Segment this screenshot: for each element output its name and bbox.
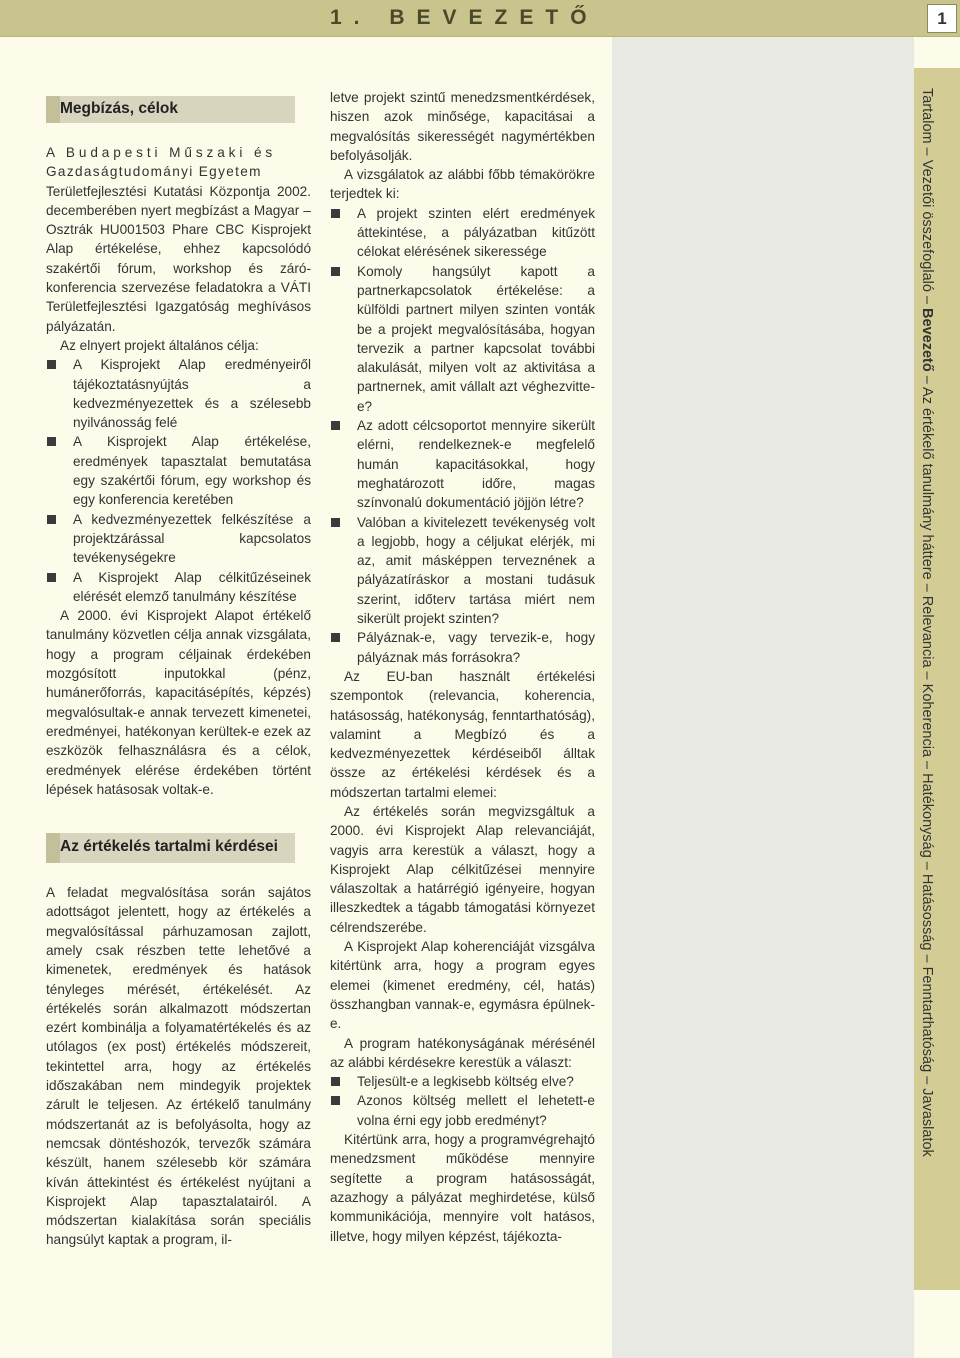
- list-item: A projekt szinten elért eredmények áttekintése, a pályázatban kitűzött célokat elérésének sikeressége: [330, 204, 595, 262]
- list-item: Pályáznak-e, vagy tervezik-e, hogy pályáznak más forrásokra?: [330, 628, 595, 667]
- list-item: Az adott célcsoportot mennyire sikerült elérni, rendelkeznek-e megfelelő humán kapacitásokkal, hogy meghatározott időre, magas színvonalú dokumentáció jöjjön létre?: [330, 416, 595, 512]
- paragraph-relevance: Az értékelés során megvizsgáltuk a 2000. évi Kisprojekt Alap relevanciáját, vagyis arra kerestük a választ, hogy a Kisprojekt Alap célkitűzései mennyire válaszoltak a határrégió igényeire, hogyan illeszkedtek a tágabb támogatási környezet célrendszerébe.: [330, 803, 595, 935]
- list-item: Valóban a kivitelezett tevékenység volt a legjobb, hogy a céljukat elérjék, mi az, amit másképpen terveznének a pályázatíráskor a mostani tudásuk szerint, időterv tartása miért nem sikerült projekt szinten?: [330, 513, 595, 629]
- list-item: A kedvezményezettek felkészítése a projektzárással kapcsolatos tevékenységekre: [46, 510, 311, 568]
- paragraph-efficiency: A program hatékonyságának mérésénél az alábbi kérdésekre kerestük a választ:: [330, 1035, 595, 1070]
- goals-intro: Az elnyert projekt általános célja:: [60, 337, 259, 353]
- paragraph-final: Kitértünk arra, hogy a programvégrehajtó menedzsment működése mennyire segítette a program hatásosságát, azazhogy a pályázat meghirdetése, külső kommunikációja, mennyire volt hatásos, illetve, hogy milyen képzést, tájékozta-: [330, 1132, 595, 1244]
- paragraph-coherence: A Kisprojekt Alap koherenciáját vizsgálva kitértünk arra, hogy a program egyes elemei (kimenet eredmény, cél, hatás) összhangban vannak-e, egymásra épülnek-e.: [330, 939, 595, 1032]
- nav-text-before[interactable]: Tartalom – Vezetői összefoglaló –: [919, 88, 935, 309]
- list-item: A Kisprojekt Alap célkitűzéseinek elérését elemző tanulmány készítése: [46, 568, 311, 607]
- list-item: Azonos költség mellett el lehetett-e volna érni egy jobb eredményt?: [330, 1091, 595, 1130]
- list-item: A Kisprojekt Alap eredményeiről tájékoztatásnyújtás a kedvezményezettek és a szélesebb nyilvánosság felé: [46, 355, 311, 432]
- chapter-title: 1. BEVEZETŐ: [330, 6, 599, 29]
- goals-list: [46, 355, 311, 606]
- nav-current-chapter[interactable]: Bevezető: [919, 308, 935, 372]
- intro-line-1: A Budapesti Műszaki és: [46, 145, 277, 160]
- nav-text-after[interactable]: – Az értékelő tanulmány háttere – Relevancia – Koherencia – Hatékonyság – Hatásosság – Fenntarthatóság – Javaslatok: [919, 371, 935, 1157]
- left-column: [46, 96, 311, 1250]
- section-heading-evaluation-questions: Az értékelés tartalmi kérdései: [46, 833, 295, 863]
- paragraph-eu-criteria: Az EU-ban használt értékelési szempontok (relevancia, koherencia, hatásosság, hatékonyság, fenntarthatóság), valamint a Megbízó és a kedvezményezettek kérdéseiből álltak össze az értékelési kérdések és a módszertan tartalmi elemei:: [330, 668, 595, 800]
- questions-list: [330, 1072, 595, 1130]
- chapter-navigation: [917, 88, 937, 1278]
- right-column: [330, 88, 595, 1246]
- page-header: [0, 0, 960, 37]
- paragraph-continued: letve projekt szintű menedzsmentkérdések, hiszen azok minősége, kapacitásai a megvalósítás sikerességét nagymértékben befolyásolják.: [330, 90, 595, 163]
- paragraph-2000-study: A 2000. évi Kisprojekt Alapot értékelő tanulmány közvetlen célja annak vizsgálata, hogy a program céljainak érdekében mozgósított inputokkal (pénz, humánerőforrás, kapacitásépítés, képzés) megvalósultak-e annak tervezett kimenetei, eredményei, hatékonyan kerültek-e ezek az eszközök felhasználásra és a célok, eredmények elérése érdekében történt lépések hatásosak voltak-e.: [46, 608, 311, 797]
- list-item: Teljesült-e a legkisebb költség elve?: [330, 1072, 595, 1091]
- intro-line-2: Gazdaságtudományi Egyetem: [46, 164, 262, 180]
- topics-list: [330, 204, 595, 667]
- topics-intro: A vizsgálatok az alábbi főbb témakörökre terjedtek ki:: [330, 167, 595, 202]
- paragraph-task: A feladat megvalósítása során sajátos adottságot jelentett, hogy az értékelés a megvalósítással párhuzamosan zajlott, amely csak részben tette lehetővé a kimenetek, eredmények és hatások tényleges mérését, értékelését. Az értékelés során alkalmazott módszertan ezért kombinálja a folyamatértékelés és az utólagos (ex post) értékelés módszereit, tekintettel arra, hogy az értékelés időszakában nem mindegyik projektek zárult le teljesen. Az értékelő tanulmány módszertanát az is befolyásolta, hogy az nemcsak döntéshozók, tervezők számára készült, hanem szélesebb kör számára kíván áttekintést és értékelést nyújtani a Kisprojekt Alap tapasztalatairól. A módszertan kialakítása során speciális hangsúlyt kaptak a program, il-: [46, 885, 311, 1248]
- list-item: A Kisprojekt Alap értékelése, eredmények tapasztalat bemutatása egy szakértői fórum, egy workshop és egy konferencia keretében: [46, 432, 311, 509]
- section-heading-mandate: Megbízás, célok: [46, 96, 295, 123]
- side-panel-background: [612, 37, 914, 1358]
- list-item: Komoly hangsúlyt kapott a partnerkapcsolatok értékelése: a külföldi partnert milyen szinten vonták be a projekt megvalósításába, hogyan tervezik a partner kapcsolat további alakulását, milyen volt az aktivitása a partnernek, amit vállalt azt véghezvitte-e?: [330, 262, 595, 416]
- page-number: 1: [927, 4, 957, 33]
- intro-paragraph: Területfejlesztési Kutatási Központja 2002. decemberében nyert megbízást a Magyar – Osztrák HU001503 Phare CBC Kisprojekt Alap értékelése, ehhez kapcsolódó szakértői fórum, workshop és záró-konferencia szervezése feladatokra a VÁTI Területfejlesztési Igazgatóság meghívásos pályázatán.: [46, 183, 311, 334]
